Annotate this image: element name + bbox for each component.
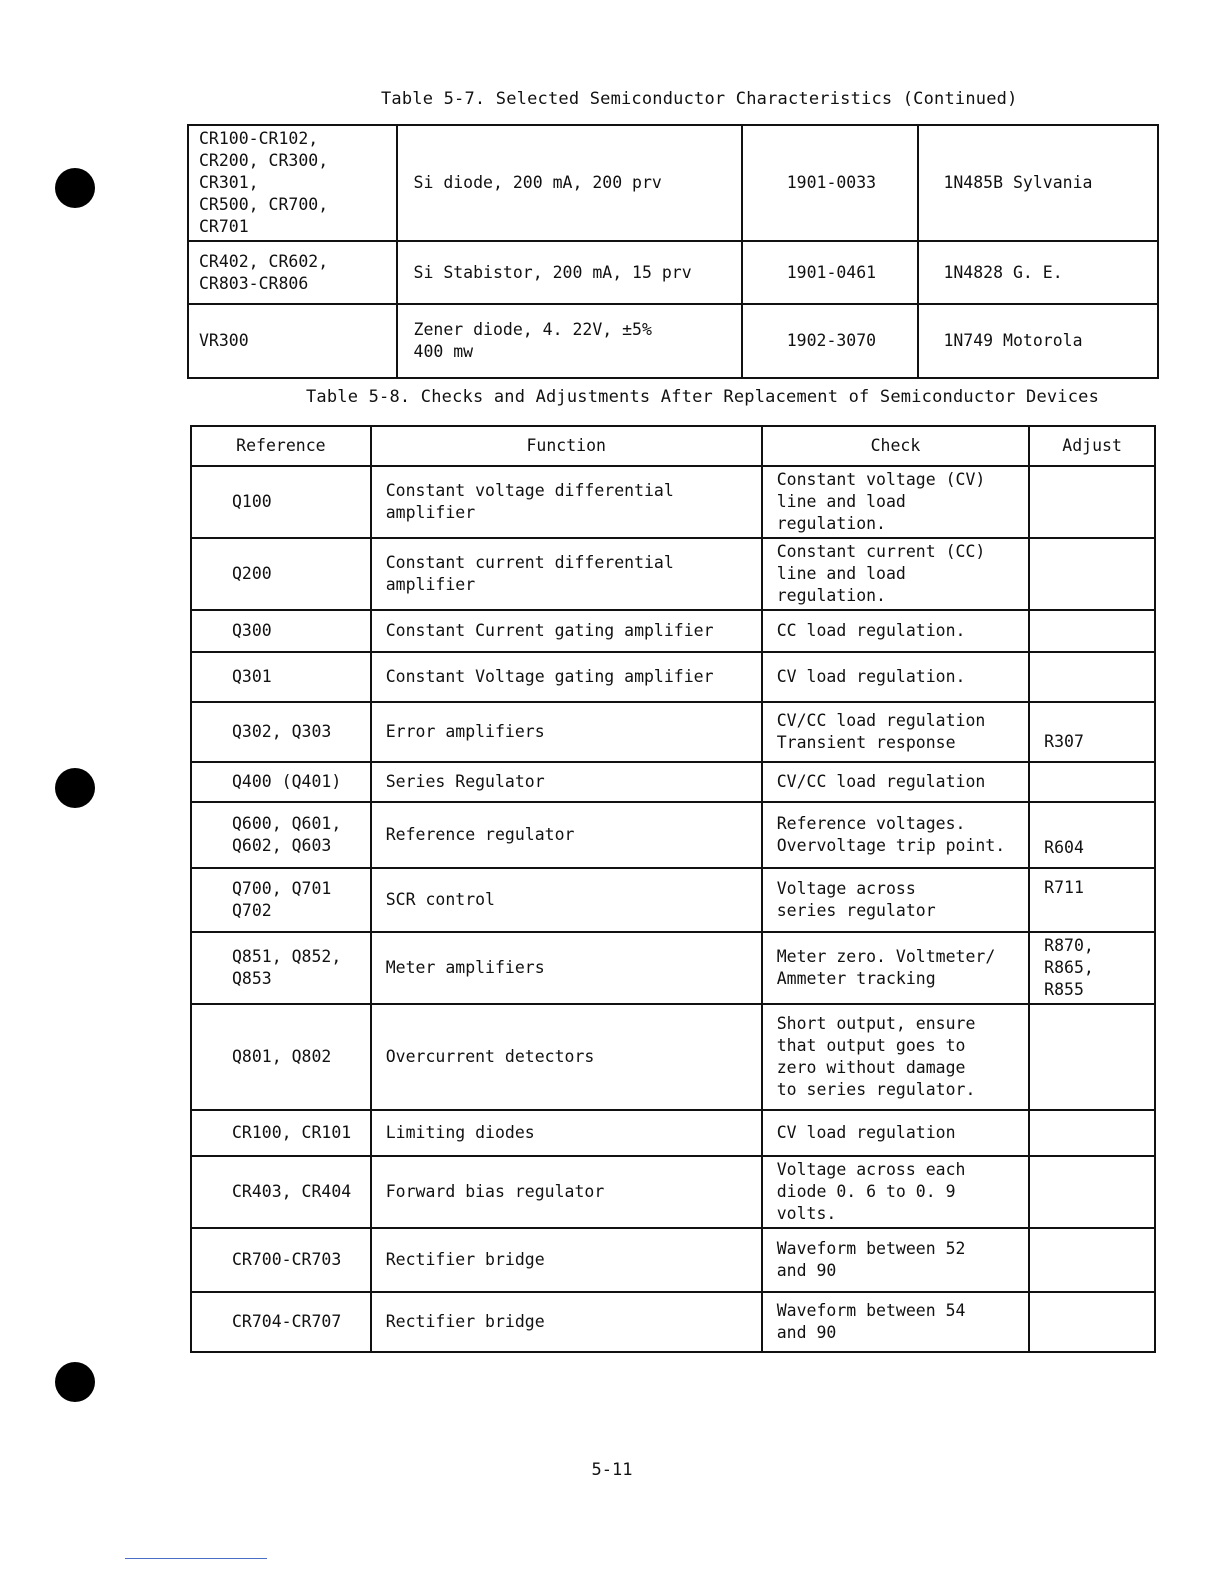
reference-cell: CR403, CR404 — [191, 1156, 371, 1228]
check-cell: CV/CC load regulation — [762, 762, 1029, 802]
table-header-row — [191, 426, 1155, 466]
header-function: Function — [371, 426, 762, 466]
header-check: Check — [762, 426, 1029, 466]
function-cell: Series Regulator — [371, 762, 762, 802]
check-cell: Reference voltages. Overvoltage trip point. — [762, 802, 1029, 868]
adjust-cell — [1029, 610, 1155, 652]
page-number: 5-11 — [591, 1460, 633, 1480]
reference-cell: CR100-CR102, CR200, CR300, CR301, CR500, CR700, CR701 — [188, 125, 397, 241]
table-5-8-caption: Table 5-8. Checks and Adjustments After Replacement of Semiconductor Devices — [306, 387, 1100, 407]
reference-cell: Q302, Q303 — [191, 702, 371, 762]
part-number-cell: 1902-3070 — [742, 304, 919, 378]
check-cell: Voltage across each diode 0. 6 to 0. 9 volts. — [762, 1156, 1029, 1228]
check-cell: CV/CC load regulation Transient response — [762, 702, 1029, 762]
adjust-cell — [1029, 652, 1155, 702]
function-cell: Forward bias regulator — [371, 1156, 762, 1228]
header-adjust: Adjust — [1029, 426, 1155, 466]
manufacturer-cell: 1N749 Motorola — [918, 304, 1158, 378]
punch-hole-middle — [55, 768, 95, 808]
reference-cell: Q600, Q601, Q602, Q603 — [191, 802, 371, 868]
reference-cell: Q851, Q852, Q853 — [191, 932, 371, 1004]
table-row — [191, 652, 1155, 702]
punch-hole-top — [55, 168, 95, 208]
reference-cell: Q801, Q802 — [191, 1004, 371, 1110]
table-5-7-caption: Table 5-7. Selected Semiconductor Characteristics (Continued) — [381, 89, 1018, 109]
table-row — [191, 1156, 1155, 1228]
function-cell: Limiting diodes — [371, 1110, 762, 1156]
reference-cell: CR700-CR703 — [191, 1228, 371, 1292]
footer-rule — [125, 1558, 267, 1559]
table-row — [191, 538, 1155, 610]
description-cell: Si Stabistor, 200 mA, 15 prv — [397, 241, 742, 304]
table-row — [191, 868, 1155, 932]
function-cell: Constant voltage differential amplifier — [371, 466, 762, 538]
adjust-cell — [1029, 538, 1155, 610]
reference-cell: Q100 — [191, 466, 371, 538]
check-cell: CV load regulation — [762, 1110, 1029, 1156]
table-5-7 — [187, 124, 1159, 379]
table-5-8 — [190, 425, 1156, 1353]
function-cell: Reference regulator — [371, 802, 762, 868]
function-cell: Constant Voltage gating amplifier — [371, 652, 762, 702]
adjust-cell: R604 — [1029, 802, 1155, 868]
table-row — [191, 762, 1155, 802]
check-cell: Meter zero. Voltmeter/ Ammeter tracking — [762, 932, 1029, 1004]
adjust-cell — [1029, 1004, 1155, 1110]
punch-hole-bottom — [55, 1362, 95, 1402]
part-number-cell: 1901-0461 — [742, 241, 919, 304]
reference-cell: CR402, CR602, CR803-CR806 — [188, 241, 397, 304]
table-row — [188, 241, 1158, 304]
check-cell: Constant voltage (CV) line and load regulation. — [762, 466, 1029, 538]
reference-cell: Q301 — [191, 652, 371, 702]
check-cell: CC load regulation. — [762, 610, 1029, 652]
function-cell: Constant Current gating amplifier — [371, 610, 762, 652]
reference-cell: Q400 (Q401) — [191, 762, 371, 802]
table-row — [191, 466, 1155, 538]
table-row — [191, 1228, 1155, 1292]
adjust-cell — [1029, 1228, 1155, 1292]
reference-cell: Q700, Q701 Q702 — [191, 868, 371, 932]
table-row — [191, 802, 1155, 868]
manufacturer-cell: 1N485B Sylvania — [918, 125, 1158, 241]
function-cell: SCR control — [371, 868, 762, 932]
function-cell: Constant current differential amplifier — [371, 538, 762, 610]
table-row — [191, 1004, 1155, 1110]
adjust-cell — [1029, 1110, 1155, 1156]
table-row — [191, 702, 1155, 762]
header-reference: Reference — [191, 426, 371, 466]
function-cell: Overcurrent detectors — [371, 1004, 762, 1110]
reference-cell: VR300 — [188, 304, 397, 378]
function-cell: Error amplifiers — [371, 702, 762, 762]
check-cell: CV load regulation. — [762, 652, 1029, 702]
check-cell: Constant current (CC) line and load regulation. — [762, 538, 1029, 610]
table-row — [191, 1110, 1155, 1156]
reference-cell: Q300 — [191, 610, 371, 652]
adjust-cell: R870, R865, R855 — [1029, 932, 1155, 1004]
description-cell: Zener diode, 4. 22V, ±5% 400 mw — [397, 304, 742, 378]
adjust-cell: R711 — [1029, 868, 1155, 932]
adjust-cell — [1029, 1292, 1155, 1352]
check-cell: Waveform between 54 and 90 — [762, 1292, 1029, 1352]
table-row — [191, 610, 1155, 652]
manufacturer-cell: 1N4828 G. E. — [918, 241, 1158, 304]
adjust-cell — [1029, 762, 1155, 802]
check-cell: Voltage across series regulator — [762, 868, 1029, 932]
reference-cell: CR704-CR707 — [191, 1292, 371, 1352]
check-cell: Short output, ensure that output goes to zero without damage to series regulator. — [762, 1004, 1029, 1110]
reference-cell: Q200 — [191, 538, 371, 610]
reference-cell: CR100, CR101 — [191, 1110, 371, 1156]
adjust-cell — [1029, 1156, 1155, 1228]
table-row — [191, 932, 1155, 1004]
table-row — [191, 1292, 1155, 1352]
check-cell: Waveform between 52 and 90 — [762, 1228, 1029, 1292]
adjust-cell — [1029, 466, 1155, 538]
function-cell: Rectifier bridge — [371, 1292, 762, 1352]
adjust-cell: R307 — [1029, 702, 1155, 762]
table-row — [188, 304, 1158, 378]
table-row — [188, 125, 1158, 241]
part-number-cell: 1901-0033 — [742, 125, 919, 241]
function-cell: Rectifier bridge — [371, 1228, 762, 1292]
function-cell: Meter amplifiers — [371, 932, 762, 1004]
description-cell: Si diode, 200 mA, 200 prv — [397, 125, 742, 241]
